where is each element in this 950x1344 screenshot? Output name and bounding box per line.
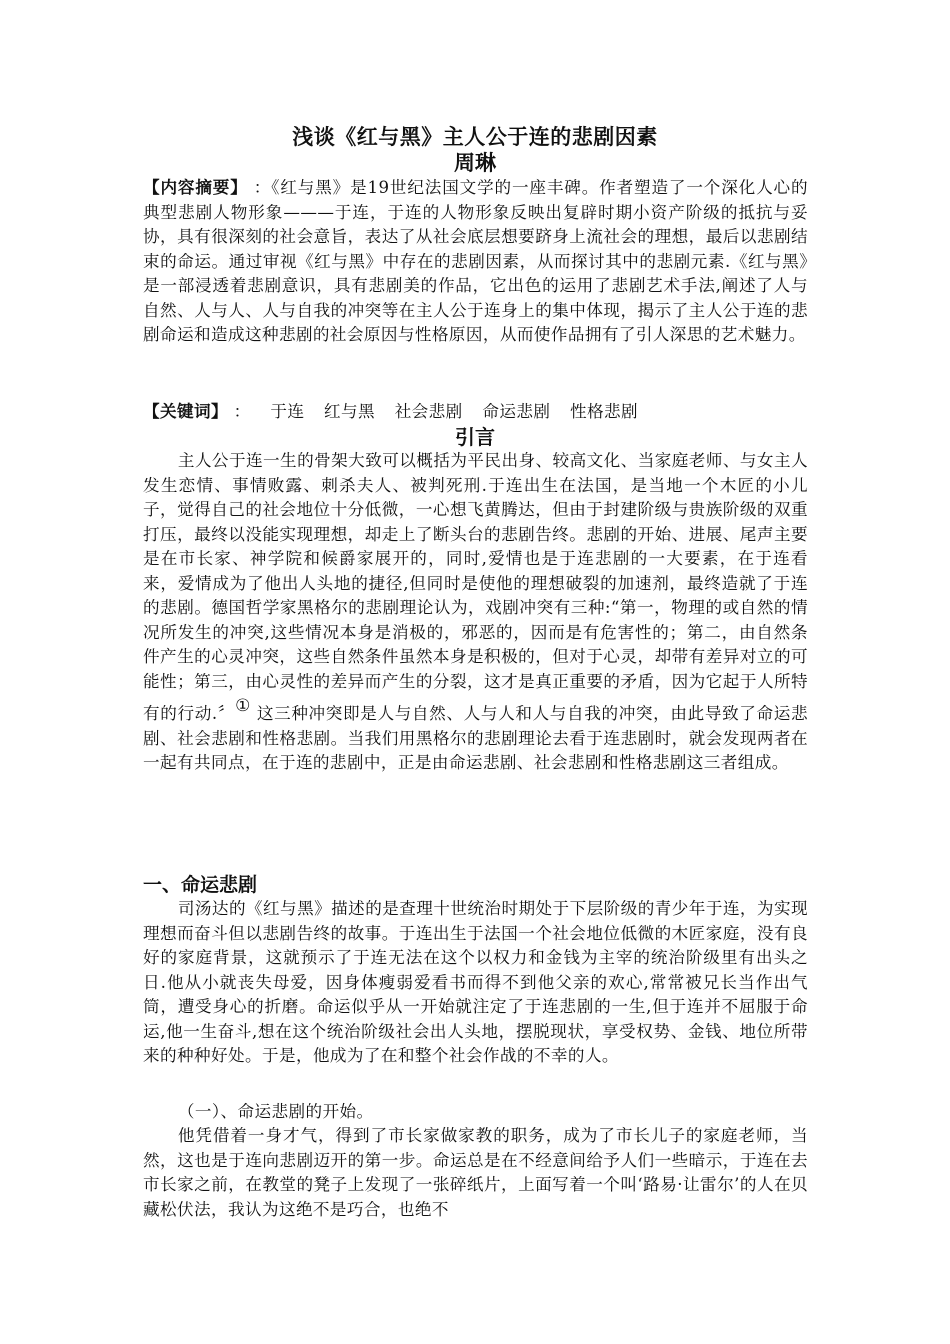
paper-title: 浅谈《红与黑》主人公于连的悲剧因素 <box>292 125 658 149</box>
abstract-label: 【内容摘要】 <box>143 178 248 197</box>
keyword-item: 社会悲剧 <box>394 402 463 421</box>
abstract-separator: ： <box>247 178 272 197</box>
keyword-item: 命运悲剧 <box>482 402 551 421</box>
keyword-item: 性格悲剧 <box>570 402 639 421</box>
section-heading: 一、命运悲剧 <box>143 874 258 896</box>
intro-text-part2: 这三种冲突即是人与自然、人与人和人与自我的冲突，由此导致了命运悲剧、社会悲剧和性格悲剧。当我们用黑格尔的悲剧理论去看于连悲剧时，就会发现两者在一起有共同点，在于连的悲剧中，正是由命运悲剧、社会悲剧和性格悲剧这三者组成。 <box>143 704 808 772</box>
subsection-heading: （一）、命运悲剧的开始。 <box>177 1102 374 1121</box>
intro-heading: 引言 <box>455 425 495 449</box>
keywords-label: 【关键词】 <box>143 402 228 421</box>
abstract-block <box>143 176 808 348</box>
footnote-marker: ① <box>235 696 251 716</box>
keywords-separator: ： <box>227 402 251 421</box>
keyword-item: 于连 <box>270 402 305 421</box>
section-paragraph: 他凭借着一身才气，得到了市长家做家教的职务，成为了市长儿子的家庭老师，当然，这也是于连向悲剧迈开的第一步。命运总是在不经意间给予人们一些暗示，于连在去市长家之前，在教堂的凳子上发现了一张碎纸片，上面写着一个叫‘路易·让雷尔’的人在贝藏松伏法，我认为这绝不是巧合，也绝不 <box>143 1126 808 1219</box>
abstract-text: 《红与黑》是19世纪法国文学的一座丰碑。作者塑造了一个深化人心的典型悲剧人物形象———于连，于连的人物形象反映出复辟时期小资产阶级的抵抗与妥协，具有很深刻的社会意旨，表达了从社会底层想要跻身上流社会的理想，最后以悲剧结束的命运。通过审视《红与黑》中存在的悲剧因素，从而探讨其中的悲剧元素.《红与黑》是一部浸透着悲剧意识，具有悲剧美的作品，它出色的运用了悲剧艺术手法,阐述了人与自然、人与人、人与自我的冲突等在主人公于连身上的集中体现，揭示了主人公于连的悲剧命运和造成这种悲剧的社会原因与性格原因，从而使作品拥有了引人深思的艺术魅力。 <box>143 178 808 344</box>
section-paragraph: 司汤达的《红与黑》描述的是查理十世统治时期处于下层阶级的青少年于连，为实现理想而奋斗但以悲剧告终的故事。于连出生于法国一个社会地位低微的木匠家庭，没有良好的家庭背景，这就预示了于连无法在这个以权力和金钱为主宰的统治阶级里有出头之日.他从小就丧失母爱，因身体瘦弱爱看书而得不到他父亲的欢心,常常被兄长当作出气筒，遭受身心的折磨。命运似乎从一开始就注定了于连悲剧的一生,但于连并不屈服于命运,他一生奋斗,想在这个统治阶级社会出人头地，摆脱现状，享受权势、金钱、地位所带来的种种好处。于是，他成为了在和整个社会作战的不幸的人。 <box>143 899 808 1065</box>
intro-text-part1: 主人公于连一生的骨架大致可以概括为平民出身、较高文化、当家庭老师、与女主人发生恋情、事情败露、刺杀夫人、被判死刑.于连出生在法国，是当地一个木匠的小儿子，觉得自己的社会地位十分低微，一心想飞黄腾达，但由于封建阶级与贵族阶级的双重打压，最终以没能实现理想，却走上了断头台的悲剧告终。悲剧的开始、进展、尾声主要是在市长家、神学院和候爵家展开的，同时,爱情也是于连悲剧的一大要素，在于连看来，爱情成为了他出人头地的捷径,但同时是使他的理想破裂的加速剂，最终造就了于连的悲剧。德国哲学家黑格尔的悲剧理论认为，戏剧冲突有三种:“第一，物理的或自然的情况所发生的冲突,这些情况本身是消极的，邪恶的，因而是有危害性的；第二，由自然条件产生的心灵冲突，这些自然条件虽然本身是积极的，但对于心灵，却带有差异对立的可能性；第三，由心灵性的差异而产生的分裂，这才是真正重要的矛盾，因为它起于人所特有的行动.〞 <box>143 451 808 723</box>
keyword-item: 红与黑 <box>324 402 375 421</box>
author-name: 周琳 <box>454 151 496 175</box>
intro-paragraph <box>143 449 808 776</box>
keywords-block <box>143 400 808 425</box>
